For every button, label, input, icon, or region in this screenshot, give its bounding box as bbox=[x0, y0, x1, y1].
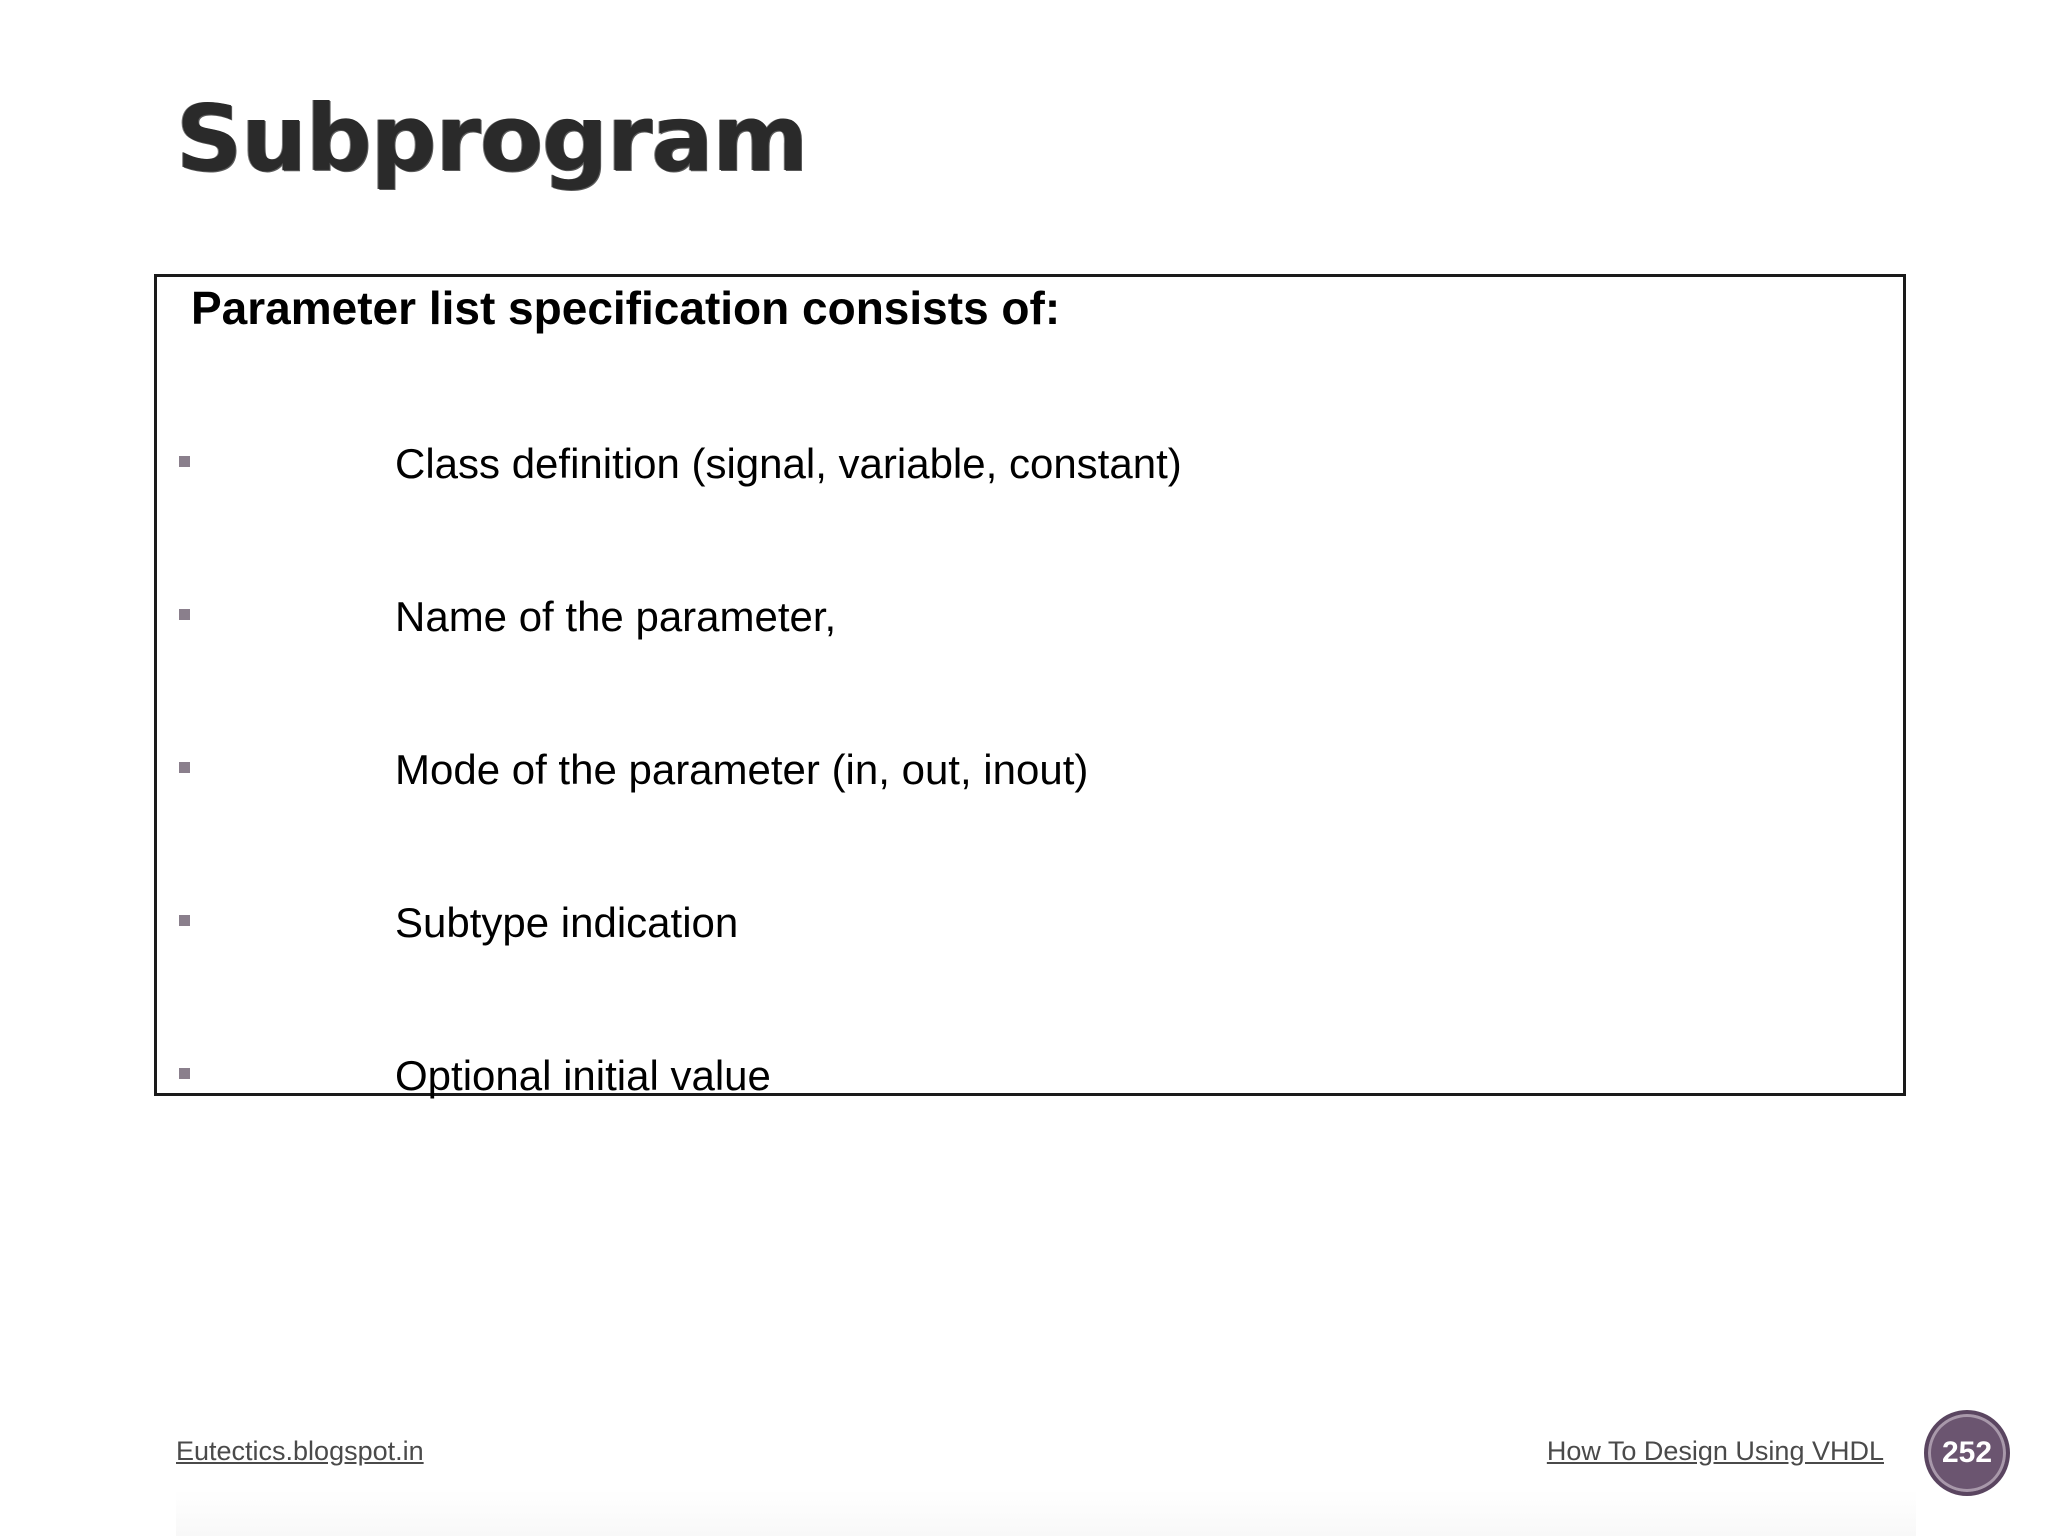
list-item bbox=[157, 1046, 1903, 1106]
list-item-text: Name of the parameter, bbox=[395, 593, 837, 640]
footer-band bbox=[176, 1490, 1916, 1536]
list-item bbox=[157, 740, 1903, 800]
list-item-text: Optional initial value bbox=[395, 1052, 771, 1099]
list-item-text: Class definition (signal, variable, constant) bbox=[395, 440, 1182, 487]
list-item bbox=[157, 587, 1903, 647]
square-bullet-icon bbox=[179, 456, 190, 467]
list-item-text: Subtype indication bbox=[395, 899, 739, 946]
course-title-link[interactable]: How To Design Using VHDL bbox=[1546, 1436, 1884, 1466]
parameter-list-box bbox=[154, 274, 1906, 1099]
square-bullet-icon bbox=[179, 762, 190, 773]
list-item bbox=[157, 893, 1903, 953]
list-item bbox=[157, 434, 1903, 494]
square-bullet-icon bbox=[179, 915, 190, 926]
blog-link[interactable]: Eutectics.blogspot.in bbox=[176, 1436, 424, 1466]
list-item-text: Mode of the parameter (in, out, inout) bbox=[395, 746, 1089, 793]
box-heading: Parameter list specification consists of: bbox=[191, 282, 1061, 334]
page-number-badge bbox=[1924, 1410, 2010, 1496]
page-number: 252 bbox=[1941, 1436, 1993, 1469]
square-bullet-icon bbox=[179, 609, 190, 620]
slide-title: Subprogram bbox=[176, 85, 808, 192]
square-bullet-icon bbox=[179, 1068, 190, 1079]
